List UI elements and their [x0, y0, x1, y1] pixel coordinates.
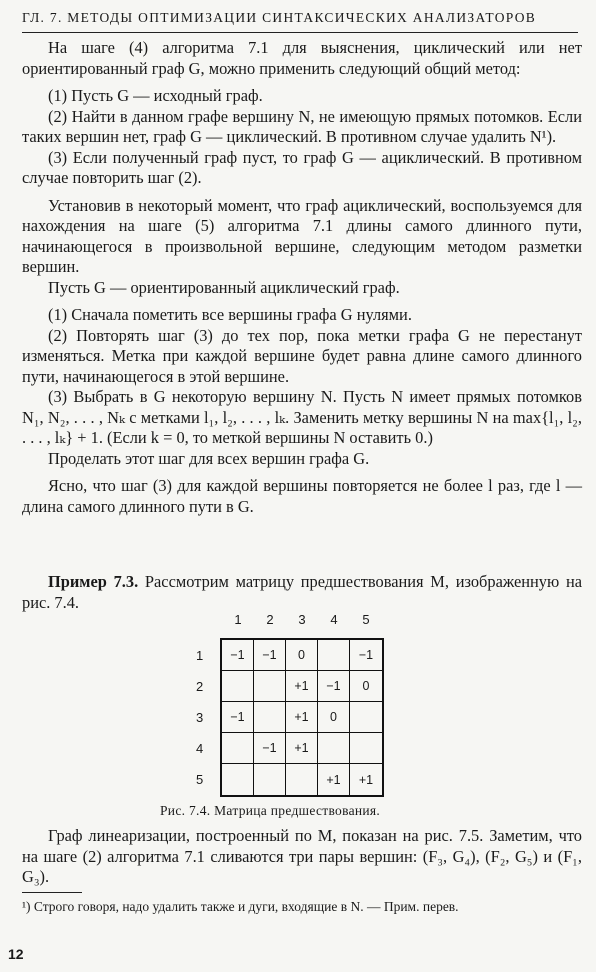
- column-label: 2: [266, 612, 274, 627]
- figure-caption: Рис. 7.4. Матрица предшествования.: [160, 803, 381, 818]
- matrix-cell: [350, 702, 382, 733]
- matrix-cell: [318, 733, 350, 764]
- after-text: Граф линеаризации, построенный по M, показан на рис. 7.5. Заметим, что на шаге (2) алгоритма 7.1 сливаются три пары вершин: (F₃, G₄), (F₂, G₅) и (F₁, G₃).: [22, 826, 582, 886]
- paragraph: Проделать этот шаг для всех вершин графа G.: [48, 448, 370, 468]
- matrix-cell: +1: [286, 702, 318, 733]
- paragraph: (2) Найти в данном графе вершину N, не имеющую прямых потомков. Если таких вершин нет, граф G — циклический. В противном случае удалить N¹).: [22, 106, 582, 146]
- column-label: 4: [330, 612, 338, 627]
- matrix-cell: +1: [358, 772, 374, 787]
- example-paragraph: [22, 572, 582, 613]
- row-label: 1: [196, 648, 204, 663]
- running-header: ГЛ. 7. МЕТОДЫ ОПТИМИЗАЦИИ СИНТАКСИЧЕСКИХ АНАЛИЗАТОРОВ: [22, 10, 578, 33]
- matrix-cell: [254, 671, 286, 702]
- paragraph: (3) Если полученный граф пуст, то граф G — ациклический. В противном случае повторить шаг (2).: [22, 147, 582, 187]
- column-label: 1: [234, 612, 242, 627]
- paragraph: (2) Повторять шаг (3) до тех пор, пока метки графа G не перестанут изменяться. Метка при каждой вершине будет равна длине самого длинного пути, начинающегося в этой вершине.: [22, 325, 582, 386]
- paragraph: (3) Выбрать в G некоторую вершину N. Пусть N имеет прямых потомков N₁, N₂, . . . , Nₖ с метками l₁, l₂, . . . , lₖ. Заменить метку вершины N на max{l₁, l₂, . . . , lₖ} + 1. (Если k = 0, то меткой вершины N оставить 0.): [22, 387, 582, 447]
- matrix-cell: −1: [254, 733, 286, 764]
- example-label: Пример 7.3.: [48, 572, 139, 591]
- column-label: 3: [298, 612, 306, 627]
- precedence-matrix: [220, 638, 384, 797]
- matrix-cell: [286, 764, 318, 795]
- body-text: [22, 38, 582, 517]
- example-text: [22, 572, 582, 613]
- paragraph: На шаге (4) алгоритма 7.1 для выяснения, циклический или нет ориентированный граф G, можно применить следующий общий метод:: [22, 38, 582, 78]
- matrix-cell: +1: [318, 764, 350, 795]
- paragraph: Ясно, что шаг (3) для каждой вершины повторяется не более l раз, где l — длина самого длинного пути в G.: [22, 476, 582, 516]
- row-label: 5: [196, 772, 204, 787]
- matrix-cell: [222, 764, 254, 795]
- paragraph: (1) Пусть G — исходный граф.: [48, 86, 263, 105]
- matrix-cell: [222, 671, 254, 702]
- matrix-cell: 0: [350, 671, 382, 702]
- matrix-cell: +1: [286, 671, 318, 702]
- matrix-cell: [350, 733, 382, 764]
- page-number: 12: [8, 946, 24, 962]
- matrix-cell: +1: [286, 733, 318, 764]
- matrix-cell: 0: [318, 702, 350, 733]
- matrix-cell: [254, 702, 286, 733]
- column-label: 5: [362, 612, 370, 627]
- matrix-cell: −1: [222, 702, 254, 733]
- matrix-cell: [254, 764, 286, 795]
- row-label: 4: [196, 741, 204, 756]
- paragraph: Пусть G — ориентированный ациклический граф.: [48, 277, 400, 297]
- matrix-cell: −1: [222, 640, 254, 671]
- matrix-cell: −1: [350, 640, 382, 671]
- matrix-cell: 0: [286, 640, 318, 671]
- paragraph: (1) Сначала пометить все вершины графа G нулями.: [48, 305, 412, 324]
- paragraph: Установив в некоторый момент, что граф ациклический, воспользуемся для нахождения на шаге (5) алгоритма 7.1 длины самого длинного пути, начинающегося в произвольной вершине, следующим методом разметки вершин.: [22, 195, 582, 276]
- row-label: 3: [196, 710, 204, 725]
- matrix-cell: −1: [254, 640, 286, 671]
- footnote: ¹) Строго говоря, надо удалить также и дуги, входящие в N. — Прим. перев.: [22, 899, 459, 914]
- example-body: Рассмотрим матрицу предшествования M, изображенную на рис. 7.4.: [22, 572, 582, 612]
- row-label: 2: [196, 679, 204, 694]
- after-paragraph: [22, 826, 582, 888]
- matrix-cell: [222, 733, 254, 764]
- footnote-rule: [22, 892, 82, 893]
- matrix-cell: −1: [318, 671, 350, 702]
- matrix-cell: [318, 640, 350, 671]
